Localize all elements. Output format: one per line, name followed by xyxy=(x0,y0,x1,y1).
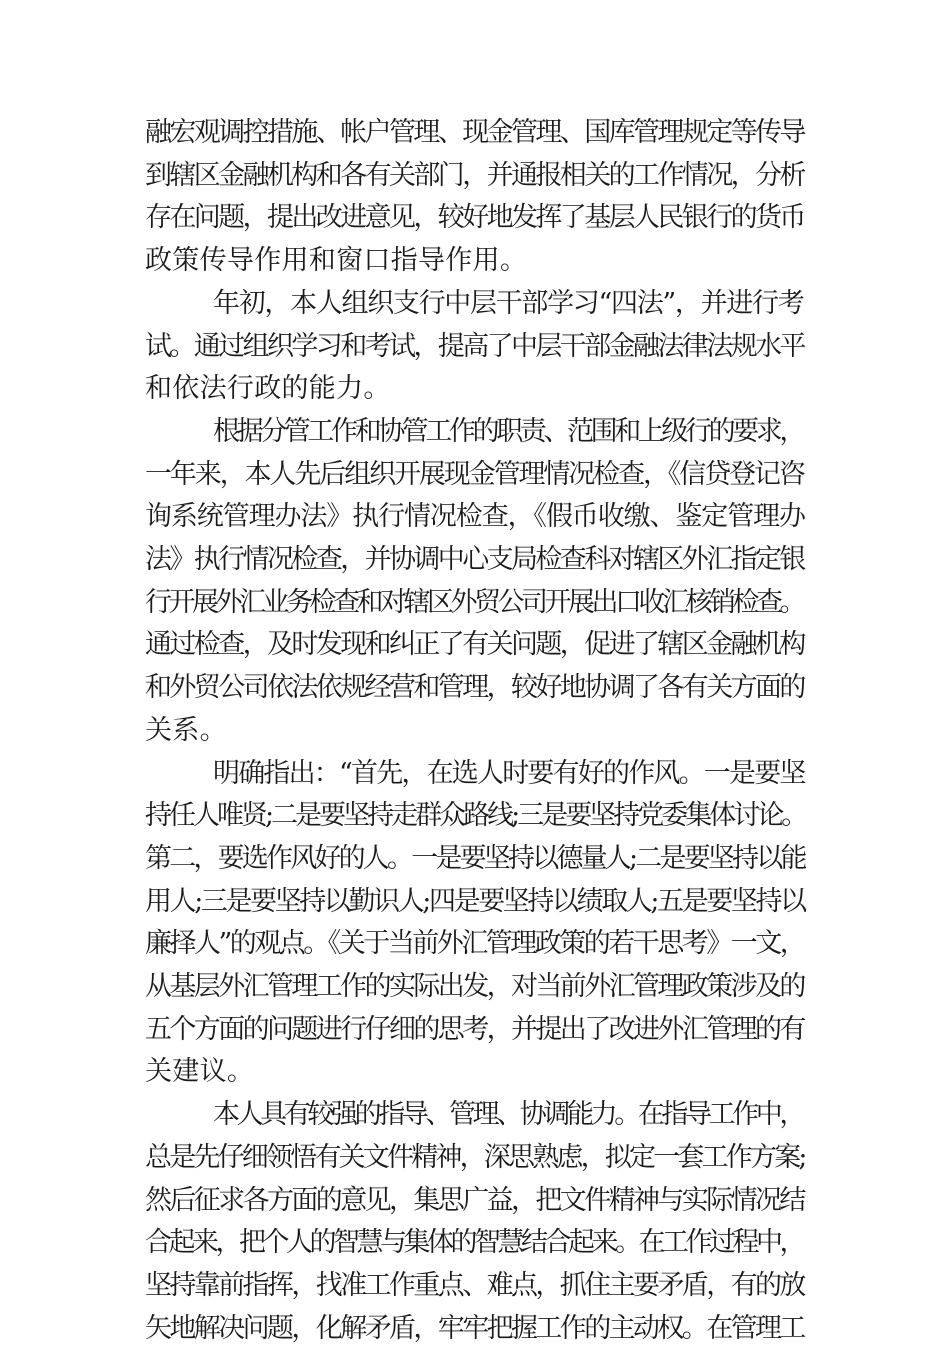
text-line: 存在问题，提出改进意见，较好地发挥了基层人民银行的货币 xyxy=(145,202,804,234)
paragraph-3 xyxy=(145,411,805,753)
text-line: 询系统管理办法》执行情况检查，《假币收缴、鉴定管理办 xyxy=(145,501,805,533)
text-line: 根据分管工作和协管工作的职责、范围和上级行的要求， xyxy=(213,415,803,447)
text-line: 通过检查，及时发现和纠正了有关问题，促进了辖区金融机构 xyxy=(145,629,804,661)
text-line: 法》执行情况检查，并协调中心支局检查科对辖区外汇指定银 xyxy=(145,544,804,576)
text-line: 持任人唯贤;二是要坚持走群众路线;三是要坚持党委集体讨论。 xyxy=(145,800,806,832)
text-line: 到辖区金融机构和各有关部门，并通报相关的工作情况，分析 xyxy=(145,159,804,191)
text-line: 五个方面的问题进行仔细的思考，并提出了改进外汇管理的有 xyxy=(145,1013,804,1045)
text-line: 用人;三是要坚持以勤识人;四是要坚持以绩取人;五是要坚持以 xyxy=(145,885,805,917)
text-line: 廉择人”的观点。《关于当前外汇管理政策的若干思考》一文， xyxy=(145,928,805,960)
text-line: 行开展外汇业务检查和对辖区外贸公司开展出口收汇核销检查。 xyxy=(145,586,803,618)
text-line: 和依法行政的能力。 xyxy=(145,373,391,405)
paragraph-2 xyxy=(145,283,805,411)
text-line: 和外贸公司依法依规经营和管理，较好地协调了各有关方面的 xyxy=(145,672,804,704)
text-line: 从基层外汇管理工作的实际出发，对当前外汇管理政策涉及的 xyxy=(145,971,804,1003)
text-line: 然后征求各方面的意见，集思广益，把文件精神与实际情况结 xyxy=(145,1184,804,1216)
text-line: 关建议。 xyxy=(145,1056,255,1088)
paragraph-1 xyxy=(145,112,805,283)
text-line: 一年来，本人先后组织开展现金管理情况检查，《信贷登记咨 xyxy=(145,458,804,490)
text-line: 合起来，把个人的智慧与集体的智慧结合起来。在工作过程中， xyxy=(145,1227,803,1259)
text-line: 试。通过组织学习和考试，提高了中层干部金融法律法规水平 xyxy=(145,330,804,362)
text-line: 关系。 xyxy=(145,714,227,746)
text-line: 第二，要选作风好的人。一是要坚持以德量人;二是要坚持以能 xyxy=(145,842,805,874)
paragraph-4 xyxy=(145,753,805,1095)
text-line: 本人具有较强的指导、管理、协调能力。在指导工作中， xyxy=(213,1099,803,1131)
paragraph-5 xyxy=(145,1094,805,1350)
text-line: 矢地解决问题，化解矛盾，牢牢把握工作的主动权。在管理工 xyxy=(145,1312,804,1344)
text-line: 总是先仔细领悟有关文件精神，深思熟虑，拟定一套工作方案; xyxy=(145,1141,805,1173)
text-line: 政策传导作用和窗口指导作用。 xyxy=(145,245,528,277)
text-line: 明确指出：“首先，在选人时要有好的作风。一是要坚 xyxy=(213,757,805,789)
text-line: 融宏观调控措施、帐户管理、现金管理、国库管理规定等传导 xyxy=(145,117,804,148)
text-line: 年初，本人组织支行中层干部学习“四法”，并进行考 xyxy=(213,287,804,319)
document-body xyxy=(145,112,805,1350)
text-line: 坚持靠前指挥，找准工作重点、难点，抓住主要矛盾，有的放 xyxy=(145,1269,804,1301)
